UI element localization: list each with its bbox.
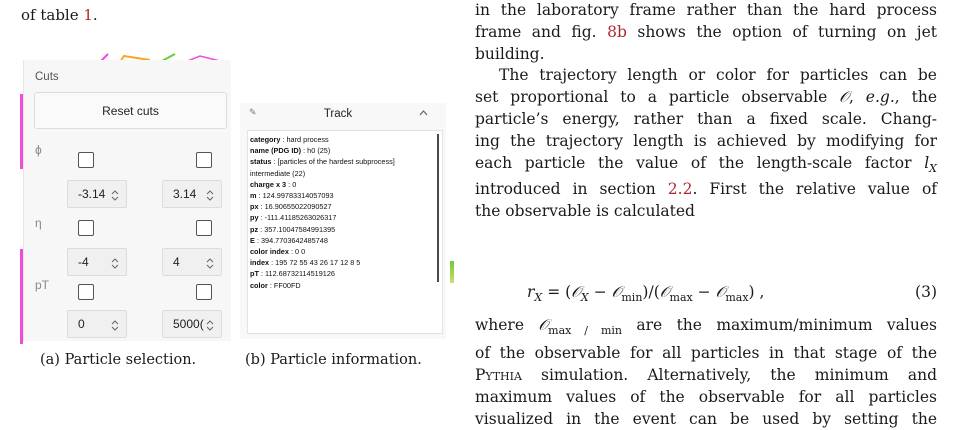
track-line-px: px : 16.90655022090527 [250, 202, 332, 212]
track-line-pz: pz : 357.10047584991395 [250, 224, 336, 234]
cuts-title: Cuts [35, 71, 59, 83]
track-line-color: color : FF00FD [250, 280, 301, 290]
paragraph-line: set proportional to a particle observable 𝒪, e.g., the [475, 88, 937, 107]
paragraph-line: in the laboratory frame rather than the hard process [475, 1, 937, 19]
eta-max-value: 4 [173, 255, 180, 269]
track-line-charge: charge x 3 : 0 [250, 179, 297, 189]
track-line-py: py : -111.41185263026317 [250, 213, 337, 223]
paragraph-line: the observable is calculated [475, 202, 695, 221]
track-line-category: category : hard process [250, 135, 329, 144]
track-header [240, 103, 446, 125]
equation-expression: $r_X$ = (𝒪$_X$ − 𝒪$_{min}$)/(𝒪$_{max}$ − 𝒪$_{max}$) , [527, 283, 765, 305]
paragraph-line: frame and fig. 8b shows the option of turning on jet [475, 22, 937, 41]
eta-min-value: -4 [78, 255, 89, 269]
track-line-energy: E : 394.7703642485748 [250, 235, 328, 245]
section-ref-link[interactable]: 2.2 [667, 180, 693, 199]
figure-ref-link[interactable]: 8b [607, 22, 627, 41]
figure-b-particle-information [237, 103, 454, 339]
paragraph-line: building. [475, 44, 545, 63]
spin-arrows-icon[interactable] [206, 319, 214, 332]
figure-a-particle-selection [20, 54, 231, 341]
spin-arrows-icon[interactable] [206, 257, 214, 270]
phi-max-checkbox[interactable] [196, 152, 212, 168]
spin-arrows-icon[interactable] [111, 319, 119, 332]
pt-label: pT [35, 278, 50, 292]
paragraph-line: maximum values of the observable for all particles [475, 388, 937, 407]
track-panel [240, 103, 446, 339]
cuts-panel [23, 60, 231, 341]
track-info-list [250, 134, 436, 291]
eta-min-spinbox[interactable] [67, 248, 127, 276]
reset-cuts-button[interactable]: Reset cuts [34, 92, 227, 129]
event-display-edge [450, 261, 454, 283]
pt-min-value: 0 [78, 317, 85, 331]
spin-arrows-icon[interactable] [111, 189, 119, 202]
paragraph-line: ing the trajectory length is achieved by modifying for [475, 131, 937, 150]
paragraph-line: particle’s energy, rather than a fixed scale. Chang- [475, 109, 937, 128]
phi-min-value: -3.14 [78, 187, 106, 201]
equation-number: (3) [915, 283, 937, 301]
spin-arrows-icon[interactable] [111, 257, 119, 270]
eta-max-spinbox[interactable] [162, 248, 222, 276]
text-fragment-top [21, 6, 98, 24]
caption-b: (b) Particle information. [245, 352, 422, 368]
fragment-period: . [92, 6, 98, 24]
track-info-box [247, 130, 443, 334]
track-line-pt: pT : 112.68732114519126 [250, 269, 335, 279]
eta-max-checkbox[interactable] [196, 220, 212, 236]
paragraph-line: where 𝒪$_{max / min}$ are the maximum/minimum values [475, 316, 937, 338]
track-line-color-index: color index : 0 0 [250, 247, 306, 257]
paragraph-line: Pythia simulation. Alternatively, the minimum and [475, 366, 937, 385]
track-line-status: status : [particles of the hardest subprocess] intermediate (22) [250, 157, 395, 178]
pt-max-value: 5000( [173, 317, 204, 331]
paragraph-line: of the observable for all particles in that stage of the [475, 344, 937, 363]
eta-label: η [35, 216, 42, 230]
table-ref-link[interactable]: 1 [83, 6, 93, 24]
fragment-text: of table [21, 6, 84, 24]
phi-max-spinbox[interactable] [162, 180, 222, 208]
pt-min-spinbox[interactable] [67, 310, 127, 338]
caption-a: (a) Particle selection. [40, 352, 197, 368]
track-title: Track [323, 108, 353, 120]
track-line-mass: m : 124.99783314057093 [250, 191, 334, 201]
equation-3 [475, 283, 937, 307]
pin-icon[interactable]: ✎ [249, 107, 257, 117]
paragraph-line: introduced in section 2.2. First the relative value of [475, 180, 938, 199]
pt-min-checkbox[interactable] [78, 284, 94, 300]
pt-max-checkbox[interactable] [196, 284, 212, 300]
chevron-up-icon[interactable] [419, 109, 428, 116]
phi-min-checkbox[interactable] [78, 152, 94, 168]
scrollbar[interactable] [437, 134, 439, 282]
pt-max-spinbox[interactable] [162, 310, 222, 338]
phi-label: ϕ [35, 143, 42, 157]
phi-max-value: 3.14 [173, 187, 197, 201]
phi-min-spinbox[interactable] [67, 180, 127, 208]
paragraph-line: each particle the value of the length-scale factor $l_X$ [475, 153, 937, 175]
spin-arrows-icon[interactable] [206, 189, 214, 202]
track-line-index: index : 195 72 55 43 26 17 12 8 5 [250, 258, 361, 268]
body-text-column [475, 0, 937, 223]
body-text-column-continued [475, 314, 937, 430]
paragraph-line: The trajectory length or color for particles can be [499, 66, 937, 85]
eta-min-checkbox[interactable] [78, 220, 94, 236]
paragraph-line: visualized in the event can be used by setting the [475, 410, 937, 429]
track-line-name: name (PDG ID) : h0 (25) [250, 146, 331, 156]
